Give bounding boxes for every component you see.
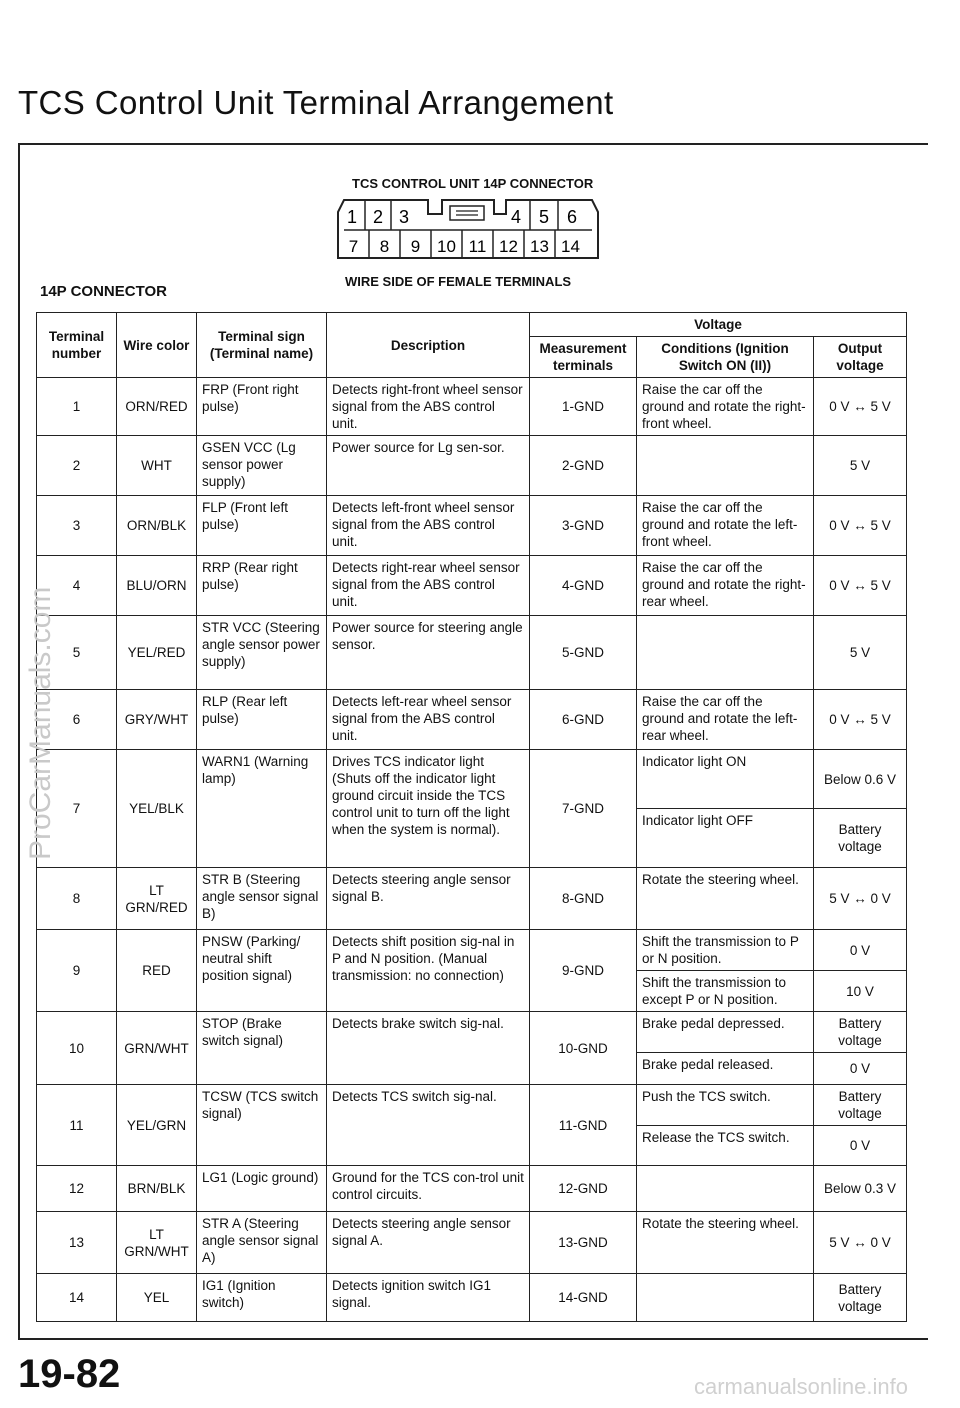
header-terminal-number: Terminal number bbox=[37, 313, 117, 378]
condition: Brake pedal depressed. bbox=[637, 1012, 814, 1053]
measurement-terminals: 1-GND bbox=[530, 378, 637, 436]
output-voltage: Battery voltage bbox=[814, 1012, 907, 1053]
measurement-terminals: 14-GND bbox=[530, 1274, 637, 1322]
description: Detects steering angle sensor signal A. bbox=[327, 1212, 530, 1274]
pin-label: 8 bbox=[379, 237, 390, 256]
wire-color: LT GRN/WHT bbox=[117, 1212, 197, 1274]
terminal-sign: GSEN VCC (Lg sensor power supply) bbox=[197, 436, 327, 496]
watermark: ProCarManuals.com bbox=[24, 586, 57, 860]
pin-label: 4 bbox=[510, 207, 522, 227]
table-row bbox=[37, 930, 907, 971]
description: Detects right-front wheel sensor signal from the ABS control unit. bbox=[327, 378, 530, 436]
footer-site: carmanualsonline.info bbox=[693, 1374, 908, 1399]
wire-color: YEL/GRN bbox=[117, 1085, 197, 1166]
measurement-terminals: 12-GND bbox=[530, 1166, 637, 1212]
description: Detects shift position sig-nal in P and N position. (Manual transmission: no connection) bbox=[327, 930, 530, 1012]
output-voltage: 0 V ↔ 5 V bbox=[814, 378, 907, 436]
output-voltage: 0 V ↔ 5 V bbox=[814, 690, 907, 750]
connector-bottom-row bbox=[349, 230, 580, 258]
wire-color: YEL bbox=[117, 1274, 197, 1322]
output-voltage: 5 V ↔ 0 V bbox=[814, 1212, 907, 1274]
description: Detects brake switch sig-nal. bbox=[327, 1012, 530, 1085]
measurement-terminals: 4-GND bbox=[530, 556, 637, 616]
table-row bbox=[37, 1274, 907, 1322]
wire-color: RED bbox=[117, 930, 197, 1012]
terminal-sign: RRP (Rear right pulse) bbox=[197, 556, 327, 616]
condition bbox=[637, 436, 814, 496]
terminal-number: 5 bbox=[37, 616, 117, 690]
condition bbox=[637, 1274, 814, 1322]
condition bbox=[637, 1166, 814, 1212]
lock-tab-icon bbox=[450, 206, 484, 220]
terminal-sign: WARN1 (Warning lamp) bbox=[197, 750, 327, 868]
condition: Raise the car off the ground and rotate the left-front wheel. bbox=[637, 496, 814, 556]
terminal-sign: STOP (Brake switch signal) bbox=[197, 1012, 327, 1085]
condition: Shift the transmission to except P or N position. bbox=[637, 971, 814, 1012]
terminal-table bbox=[36, 312, 907, 1322]
table-row bbox=[37, 1212, 907, 1274]
terminal-number: 9 bbox=[37, 930, 117, 1012]
measurement-terminals: 7-GND bbox=[530, 750, 637, 868]
header-wire-color: Wire color bbox=[117, 313, 197, 378]
pin-label: 5 bbox=[538, 207, 550, 227]
output-voltage: 5 V bbox=[814, 436, 907, 496]
header-measurement: Measurement terminals bbox=[530, 337, 637, 378]
pin-label: 12 bbox=[499, 237, 518, 256]
terminal-number: 11 bbox=[37, 1085, 117, 1166]
condition: Brake pedal released. bbox=[637, 1053, 814, 1085]
measurement-terminals: 2-GND bbox=[530, 436, 637, 496]
condition: Raise the car off the ground and rotate the right-rear wheel. bbox=[637, 556, 814, 616]
terminal-number: 13 bbox=[37, 1212, 117, 1274]
terminal-sign: STR A (Steering angle sensor signal A) bbox=[197, 1212, 327, 1274]
table-row bbox=[37, 496, 907, 556]
connector-title: TCS CONTROL UNIT 14P CONNECTOR bbox=[352, 176, 594, 191]
measurement-terminals: 8-GND bbox=[530, 868, 637, 930]
pin-label: 14 bbox=[561, 237, 580, 256]
terminal-number: 12 bbox=[37, 1166, 117, 1212]
terminal-sign: FRP (Front right pulse) bbox=[197, 378, 327, 436]
output-voltage: 10 V bbox=[814, 971, 907, 1012]
wire-color: BRN/BLK bbox=[117, 1166, 197, 1212]
table-row bbox=[37, 690, 907, 750]
connector-subtitle: WIRE SIDE OF FEMALE TERMINALS bbox=[345, 274, 572, 289]
terminal-sign: STR VCC (Steering angle sensor power supply) bbox=[197, 616, 327, 690]
pin-label: 7 bbox=[348, 237, 359, 256]
description: Detects ignition switch IG1 signal. bbox=[327, 1274, 530, 1322]
description: Detects TCS switch sig-nal. bbox=[327, 1085, 530, 1166]
wire-color: ORN/BLK bbox=[117, 496, 197, 556]
condition: Shift the transmission to P or N position. bbox=[637, 930, 814, 971]
wire-color: GRY/WHT bbox=[117, 690, 197, 750]
terminal-number: 3 bbox=[37, 496, 117, 556]
header-conditions: Conditions (Ignition Switch ON (II)) bbox=[637, 337, 814, 378]
terminal-sign: TCSW (TCS switch signal) bbox=[197, 1085, 327, 1166]
description: Drives TCS indicator light (Shuts off the indicator light ground circuit inside the TCS control unit to turn off the light when the system is normal). bbox=[327, 750, 530, 868]
output-voltage: Below 0.6 V bbox=[814, 750, 907, 809]
wire-color: BLU/ORN bbox=[117, 556, 197, 616]
measurement-terminals: 13-GND bbox=[530, 1212, 637, 1274]
description: Detects right-rear wheel sensor signal from the ABS control unit. bbox=[327, 556, 530, 616]
terminal-sign: LG1 (Logic ground) bbox=[197, 1166, 327, 1212]
pin-label: 11 bbox=[468, 237, 487, 256]
condition: Indicator light OFF bbox=[637, 809, 814, 868]
wire-color: GRN/WHT bbox=[117, 1012, 197, 1085]
measurement-terminals: 5-GND bbox=[530, 616, 637, 690]
description: Ground for the TCS con-trol unit control circuits. bbox=[327, 1166, 530, 1212]
measurement-terminals: 11-GND bbox=[530, 1085, 637, 1166]
wire-color: YEL/RED bbox=[117, 616, 197, 690]
terminal-number: 6 bbox=[37, 690, 117, 750]
output-voltage: 0 V ↔ 5 V bbox=[814, 556, 907, 616]
measurement-terminals: 9-GND bbox=[530, 930, 637, 1012]
output-voltage: 0 V bbox=[814, 1126, 907, 1166]
description: Power source for Lg sen-sor. bbox=[327, 436, 530, 496]
terminal-number: 4 bbox=[37, 556, 117, 616]
condition: Push the TCS switch. bbox=[637, 1085, 814, 1126]
measurement-terminals: 3-GND bbox=[530, 496, 637, 556]
pin-label: 6 bbox=[566, 207, 578, 227]
output-voltage: 0 V bbox=[814, 930, 907, 971]
wire-color: ORN/RED bbox=[117, 378, 197, 436]
connector-diagram bbox=[330, 192, 600, 264]
output-voltage: 0 V ↔ 5 V bbox=[814, 496, 907, 556]
terminal-sign: FLP (Front left pulse) bbox=[197, 496, 327, 556]
wire-color: LT GRN/RED bbox=[117, 868, 197, 930]
pin-label: 2 bbox=[372, 207, 384, 227]
table-row bbox=[37, 436, 907, 496]
pin-label: 1 bbox=[346, 207, 358, 227]
header-output: Output voltage bbox=[814, 337, 907, 378]
page-number: 19-82 bbox=[18, 1352, 121, 1396]
terminal-sign: PNSW (Parking/ neutral shift position signal) bbox=[197, 930, 327, 1012]
description: Power source for steering angle sensor. bbox=[327, 616, 530, 690]
page-title: TCS Control Unit Terminal Arrangement bbox=[18, 84, 614, 121]
terminal-number: 1 bbox=[37, 378, 117, 436]
terminal-sign: STR B (Steering angle sensor signal B) bbox=[197, 868, 327, 930]
terminal-sign: IG1 (Ignition switch) bbox=[197, 1274, 327, 1322]
table-row bbox=[37, 378, 907, 436]
terminal-number: 14 bbox=[37, 1274, 117, 1322]
output-voltage: Battery voltage bbox=[814, 1274, 907, 1322]
condition: Indicator light ON bbox=[637, 750, 814, 809]
condition: Raise the car off the ground and rotate the left-rear wheel. bbox=[637, 690, 814, 750]
connector-label: 14P CONNECTOR bbox=[40, 283, 167, 300]
description: Detects steering angle sensor signal B. bbox=[327, 868, 530, 930]
terminal-number: 8 bbox=[37, 868, 117, 930]
terminal-sign: RLP (Rear left pulse) bbox=[197, 690, 327, 750]
header-description: Description bbox=[327, 313, 530, 378]
description: Detects left-rear wheel sensor signal from the ABS control unit. bbox=[327, 690, 530, 750]
terminal-number: 2 bbox=[37, 436, 117, 496]
table-row bbox=[37, 556, 907, 616]
terminal-number: 7 bbox=[37, 750, 117, 868]
measurement-terminals: 10-GND bbox=[530, 1012, 637, 1085]
table-row bbox=[37, 1085, 907, 1126]
output-voltage: 5 V bbox=[814, 616, 907, 690]
condition: Raise the car off the ground and rotate the right-front wheel. bbox=[637, 378, 814, 436]
measurement-terminals: 6-GND bbox=[530, 690, 637, 750]
condition bbox=[637, 616, 814, 690]
output-voltage: Battery voltage bbox=[814, 809, 907, 868]
wire-color: YEL/BLK bbox=[117, 750, 197, 868]
description: Detects left-front wheel sensor signal from the ABS control unit. bbox=[327, 496, 530, 556]
terminal-number: 10 bbox=[37, 1012, 117, 1085]
output-voltage: 0 V bbox=[814, 1053, 907, 1085]
output-voltage: Below 0.3 V bbox=[814, 1166, 907, 1212]
pin-label: 9 bbox=[410, 237, 421, 256]
condition: Rotate the steering wheel. bbox=[637, 1212, 814, 1274]
header-terminal-sign: Terminal sign (Terminal name) bbox=[197, 313, 327, 378]
header-voltage: Voltage bbox=[530, 313, 907, 337]
wire-color: WHT bbox=[117, 436, 197, 496]
pin-label: 3 bbox=[398, 207, 410, 227]
condition: Release the TCS switch. bbox=[637, 1126, 814, 1166]
pin-label: 13 bbox=[530, 237, 549, 256]
table-row bbox=[37, 1012, 907, 1053]
table-row bbox=[37, 868, 907, 930]
output-voltage: Battery voltage bbox=[814, 1085, 907, 1126]
table-row bbox=[37, 750, 907, 809]
output-voltage: 5 V ↔ 0 V bbox=[814, 868, 907, 930]
pin-label: 10 bbox=[437, 237, 456, 256]
table-row bbox=[37, 616, 907, 690]
table-row bbox=[37, 1166, 907, 1212]
condition: Rotate the steering wheel. bbox=[637, 868, 814, 930]
